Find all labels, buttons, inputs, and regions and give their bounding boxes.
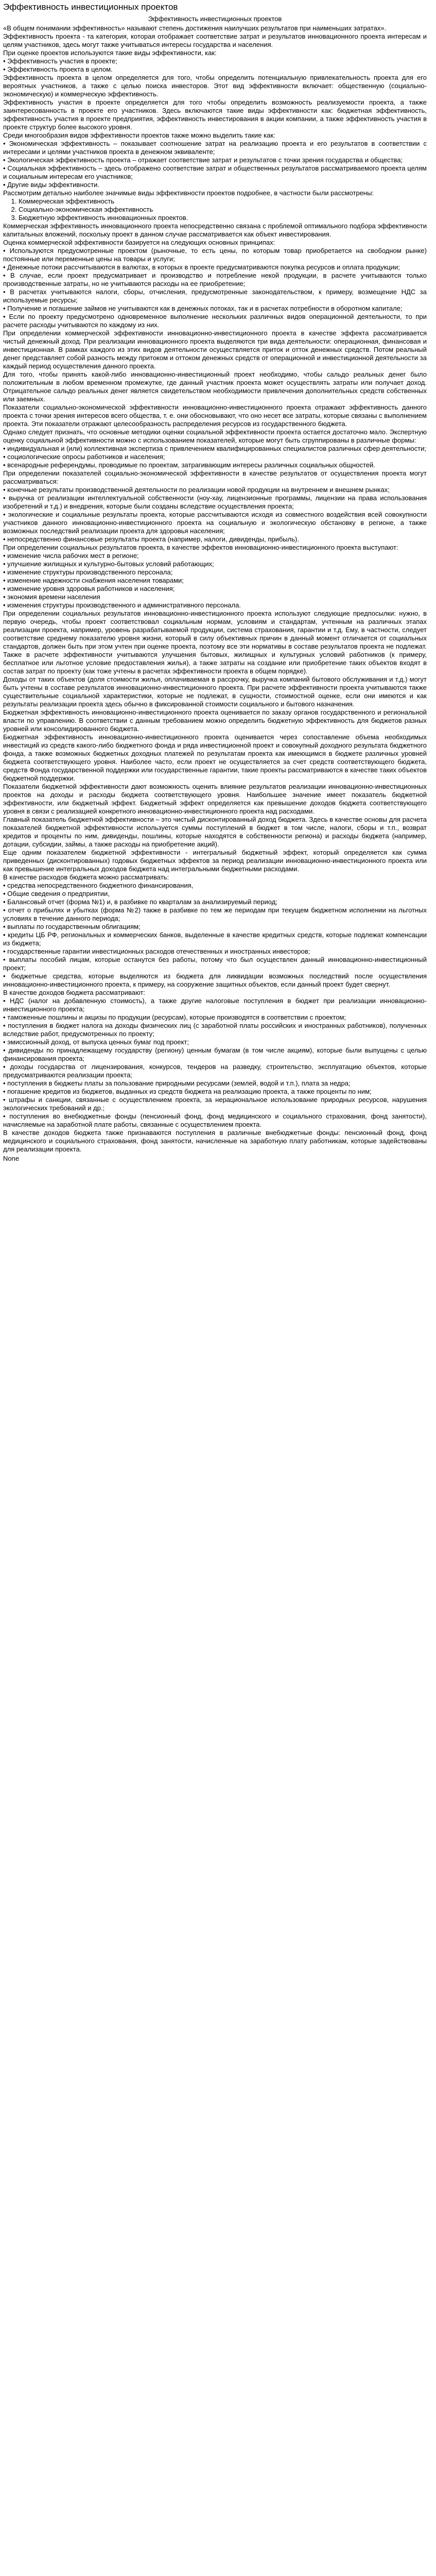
paragraph: • Эффективность проекта в целом. (3, 65, 113, 73)
paragraph: Оценка коммерческой эффективности базируется на следующих основных принципах: (3, 239, 275, 246)
paragraph: • В случае, если проект предусматривает и производство и потребление некой продукции, в расчете учитываются только производственные затраты, но не учитываются расходы на ее приобретение; (3, 272, 427, 287)
paragraph: • поступления в бюджеты платы за пользование природными ресурсами (землей, водой и т.п.), плата за недра; (3, 1079, 351, 1087)
paragraph: При определении социальных результатов инновационно-инвестиционного проекта используют следующие предпосылки: нужно, в первую очередь, чтобы проект соответствовал социальным нормам, условиям и стандартам, учтенным на различных этапах реализации проекта, например, уровень разрабатываемой продукции, система страхования, гарантии и т.д. Ему, в частности, следует соответствие среднему показателю уровня жизни, который в силу объективных причин в данный момент отличается от социальных стандартов, должен быть при этом учтен при оценке проекта, поэтому все эти нормативы в составе результатов проекта не подлежат. Также в расчете эффективности учитываются улучшения бытовых, жилищных и культурных условий работников (к примеру, бесплатное или льготное условие предоставления жилья), а также затраты на создание или приобретение таких объектов входят в состав затрат по проекту (как тоже учтены в расчетах эффективности проекта в общем порядке). (3, 609, 427, 675)
paragraph: • государственные гарантии инвестиционных расходов отечественных и иностранных инвесторов; (3, 947, 310, 955)
paragraph: При определении социальных результатов проекта, в качестве эффектов инновационно-инвестиционного проекта выступают: (3, 544, 398, 551)
paragraph: Бюджетная эффективность инновационно-инвестиционного проекта оценивается через сопоставление объема необходимых инвестиций из средств какого-либо бюджетного фонда и ряда инвестиционной проект и совокупный доходного результата бюджетного фонда, а также возможных бюджетных доходных платежей по результатам проекта как имеющимся в бюджете различных уровней бюджета соответствующего уровня. Наиболее часто, если проект не осуществляется за счет средств соответствующего бюджета, средств Фонда государственной поддержки или государственные гарантии, такие проекты рассматриваются в качестве таких объектов бюджетной поддержки. (3, 733, 427, 782)
paragraph: При оценке проектов используются такие виды эффективности, как: (3, 49, 217, 57)
paragraph: • Получение и погашение займов не учитываются как в денежных потоках, так и в расчетах потребности в оборотном капитале; (3, 304, 403, 312)
paragraph: • выручка от реализации интеллектуальной собственности (ноу-хау, лицензионные программы, лицензии на права использования изобретений и т.д.) и внедрения, которые были созданы вследствие осуществления проекта; (3, 494, 427, 510)
paragraph: Среди многообразия видов эффективности проектов также можно выделить такие как: (3, 131, 275, 139)
paragraph: Главный показатель бюджетной эффективности – это чистый дисконтированный доход бюджета. Здесь в качестве основы для расчета показателей бюджетной эффективности используется суммы поступлений в бюджет в том числе, налоги, сборы и т.п., возврат кредитов и проценты по ним, дивиденды, пошлины, которые находятся в собственности региона) и расходы бюджета (например, дотации, субсидии, займы, а также расходы на приобретение акций). (3, 816, 427, 848)
list-item: 2. Социально-экономическая эффективность (19, 206, 427, 214)
paragraph: Эффективность проекта в целом определяется для того, чтобы определить потенциальную привлекательность проекта для его вероятных участников, а также с целью поиска инвесторов. Этот вид эффективности включает: общественную (социально-экономическую) и коммерческую эффективность. (3, 74, 427, 98)
paragraph: «В общем понимании эффективность» называют степень достижения наилучших результатов при наименьших затратах». (3, 24, 387, 32)
paragraph: • Социальная эффективность – здесь отображено соответствие затрат и общественных результатов рассматриваемого проекта целям и социальным интересам его участников; (3, 164, 427, 180)
paragraph: В качестве расходов бюджета можно рассматривать: (3, 873, 169, 881)
paragraph: При определении коммерческой эффективности инновационно-инвестиционного проекта в качестве эффекта рассматривается чистый денежный доход. При реализации инновационного проекта выделяются три вида деятельности: операционная, финансовая и инвестиционная. В рамках каждого из этих видов деятельности осуществляется приток и отток денежных средств. Потом реальный денег представляет собой разность между притоком и оттоком денежных средств от операционной и инвестиционной деятельности за каждый период осуществления данного проекта. (3, 329, 427, 370)
paragraph: • всенародные референдумы, проводимые по проектам, затрагивающим интересы различных социальных общностей. (3, 461, 375, 469)
tail-text: None (3, 1155, 20, 1162)
paragraph: • изменение уровня здоровья работников и населения; (3, 585, 175, 592)
paragraph: • средства непосредственного бюджетного финансирования, (3, 882, 194, 889)
paragraph: • погашение кредитов из бюджетов, выданных из средств бюджета на реализацию проекта, а также проценты по ним; (3, 1088, 372, 1095)
paragraph: • индивидуальная и (или) коллективная экспертиза с привлечением квалифицированных специалистов различных сфер деятельности; (3, 445, 426, 452)
paragraph: • поступления во внебюджетные фонды (пенсионный фонд, фонд медицинского и социального страхования, фонд занятости), начисляемые на заработной плате работы, связанные с осуществлением проекта. (3, 1112, 427, 1128)
paragraph: • кредиты ЦБ РФ, региональных и коммерческих банков, выделенные в качестве кредитных средств, которые подлежат компенсации из бюджета; (3, 931, 427, 947)
paragraph: Коммерческая эффективность инновационного проекта непосредственно связана с проблемой оптимального подбора эффективности капитальных вложений, поскольку проект в данном случае рассматривается как объект инвестирования. (3, 222, 427, 238)
page-title: Эффективность инвестиционных проектов (3, 2, 178, 12)
paragraph: • выплаты пособий лицам, которые останутся без работы, потому что был осуществлен данный инновационно-инвестиционный проект; (3, 956, 427, 972)
paragraph: Еще одним показателем бюджетной эффективности - интегральный бюджетный эффект, который определяется как сумма приведенных (дисконтированных) годовых бюджетных эффектов за период реализации инновационно-инвестиционного проекта или как превышение интегральных доходов бюджета над интегральными бюджетными расходами. (3, 849, 427, 873)
paragraph: Бюджетная эффективность инновационно-инвестиционного проекта оценивается по заказу органов государственного и региональной власти по управлению. В соответствии с данным требованием можно определить бюджетную эффективность для бюджетов разных уровней или консолидированного бюджета. (3, 708, 427, 733)
paragraph: • В расчетах учитываются налоги, сборы, отчисления, предусмотренные законодательством, к примеру, возмещение НДС за используемые ресурсы; (3, 288, 427, 304)
paragraph: В качестве доходов бюджета также признаваются поступления в различные внебюджетные фонды: пенсионный фонд, фонд медицинского и социального страхования, фонд занятости, начисленные на заработную плату работникам, которые задействованы для реализации проекта. (3, 1129, 427, 1153)
paragraph: Эффективность проекта - та категория, которая отображает соответствие затрат и результатов инновационного проекта интересам и целям участников, здесь могут также учитываться интересы государства и населения. (3, 32, 427, 48)
paragraph: • выплаты по государственным облигациям; (3, 923, 141, 930)
list-item: 1. Коммерческая эффективность (19, 197, 427, 206)
paragraph: В качестве доходов бюджета рассматривают: (3, 989, 146, 996)
paragraph: Показатели социально-экономической эффективности инновационно-инвестиционного проекта отражают эффективность данного проекта с точки зрения интересов всего общества, т. е. они обосновывают, что оно несет все затраты, которые связаны с выполнением проекта. Эти показатели отражают целесообразность распределения ресурсов из государственного бюджета. (3, 403, 427, 428)
paragraph: При определении показателей социально-экономической эффективности в качестве результатов от осуществления проекта могут рассматриваться: (3, 469, 427, 485)
paragraph: • НДС (налог на добавленную стоимость), а также другие налоговые поступления в бюджет при реализации инновационно-инвестиционного проекта; (3, 997, 427, 1013)
paragraph: • изменения структуры производственного и административного персонала. (3, 601, 241, 609)
paragraph: Эффективность участия в проекте определяется для того чтобы определить возможность реализуемости проекта, а также заинтересованность в проекте его участников. Здесь включаются такие виды эффективности как: бюджетная эффективность, эффективность участия в проекте предприятия, эффективность инвестирования в акции компании, а также эффективность участия в проекте структур более высокого уровня. (3, 98, 427, 131)
paragraph: Доходы от таких объектов (доля стоимости жилья, оплачиваемая в рассрочку, выручка компаний бытового обслуживания и т.д.) могут быть учтены в составе результатов инновационно-инвестиционного проекта. При расчете эффективности проекта учитываются также существительные социальной характеристики, которые не подлежат, в сущности, стоимостной оценке, если они имеются и как результаты реализации проекта здесь обычно в фиксированной стоимости социального и бытового назначения. (3, 675, 427, 708)
body-text-part-1 (3, 24, 427, 197)
paragraph: • доходы государства от лицензирования, конкурсов, тендеров на разведку, строительство, эксплуатацию объектов, которые предусматриваются реализации проекта; (3, 1063, 427, 1079)
paragraph: • таможенные пошлины и акцизы по продукции (ресурсам), которые производятся в соответствии с проектом; (3, 1013, 346, 1021)
paragraph: • Другие виды эффективности. (3, 181, 100, 189)
paragraph: • конечные результаты производственной деятельности по реализации новой продукции на внутреннем и внешнем рынках; (3, 486, 390, 494)
paragraph: Показатели бюджетной эффективности дают возможность оценить влияние результатов реализации инновационно-инвестиционных проектов на доходы и расходы бюджета соответствующего уровня. Наибольшее значение имеет показатель бюджетной эффективности, или бюджетный эффект. Бюджетный эффект определяется как превышение доходов бюджета соответствующего уровня в связи с реализацией конкретного инновационно-инвестиционного проекта над расходами. (3, 783, 427, 815)
paragraph: Однако следует признать, что основные методики оценки социальной эффективности проекта остается достаточно мало. Экспертную оценку социальной эффективности можно с использованием показателей, которые могут быть сгруппированы в различные формы: (3, 428, 427, 444)
paragraph: • Используются предусмотренные проектом (рыночные, то есть цены, по которым товар приобретается на свободном рынке) постоянные или переменные цены на товары и услуги; (3, 247, 427, 263)
paragraph: • изменение надежности снабжения населения товарами; (3, 577, 184, 584)
list-item: 3. Бюджетную эффективность инновационных проектов. (19, 214, 427, 222)
paragraph: • улучшение жилищных и культурно-бытовых условий работающих; (3, 560, 214, 568)
paragraph: • бюджетные средства, которые выделяются из бюджета для ликвидации возможных последствий после осуществления инновационно-инвестиционного проекта, к примеру, на сооружение защитных объектов, если данный проект будет свернут. (3, 972, 427, 988)
paragraph: • Если по проекту предусмотрено одновременное выполнение нескольких различных видов операционной деятельности, то при расчете расходы учитываются по каждому из них. (3, 313, 427, 329)
paragraph: • дивиденды по принадлежащему государству (региону) ценным бумагам (в том числе акциям), которые были выпущены с целью финансирования проекта; (3, 1046, 427, 1062)
paragraph: • Общие сведения о предприятии, (3, 890, 110, 897)
paragraph: Рассмотрим детально наиболее значимые виды эффективности проектов подробнее, в частности были рассмотрены: (3, 189, 374, 197)
paragraph: • изменение структуры производственного персонала; (3, 568, 173, 576)
body-text-part-2 (3, 222, 427, 1154)
paragraph: • экономия времени населения (3, 593, 100, 601)
numbered-list (3, 197, 427, 222)
paragraph: • изменение числа рабочих мест в регионе; (3, 552, 139, 560)
paragraph: • экологические и социальные результаты проекта, которые рассчитываются исходя из совместного воздействия всей совокупности участников данного инновационно-инвестиционного проекта на социальную и экологическую обстановку в регионе, а также возможных последствий реализации проекта для здоровья населения; (3, 511, 427, 535)
paragraph: • отчет о прибылях и убытках (форма №2) также в разбивке по тем же периодам при текущем бюджетном исполнении на льготных условиях в течение данного периода; (3, 906, 427, 922)
paragraph: • Эффективность участия в проекте; (3, 57, 117, 65)
paragraph: • эмиссионный доход, от выпуска ценных бумаг под проект; (3, 1038, 189, 1046)
page-subtitle: Эффективность инвестиционных проектов (148, 15, 282, 23)
paragraph: • штрафы и санкции, связанные с осуществлением проекта, за нерациональное использование природных ресурсов, нарушения экологических требований и др.; (3, 1096, 427, 1112)
paragraph: Для того, чтобы принять какой-либо инновационно-инвестиционный проект необходимо, чтобы сальдо реальных денег было положительным в любом временном промежутке, где данный участник проекта может осуществлять затраты или получает доход. Отрицательное сальдо реальных денег является свидетельством необходимости привлечения дополнительных средств собственных или заемных. (3, 370, 427, 403)
paragraph: • Экономическая эффективность – показывает соотношение затрат на реализацию проекта и его результатов в соответствии с интересами и целями участников проекта в денежном эквиваленте; (3, 140, 427, 156)
paragraph: • поступления в бюджет налога на доходы физических лиц (с заработной платы российских и иностранных работников), полученных вследствие работ, предусмотренных по проекту; (3, 1022, 427, 1038)
paragraph: • непосредственно финансовые результаты проекта (например, налоги, дивиденды, прибыль). (3, 535, 299, 543)
paragraph: • Денежные потоки рассчитываются в валютах, в которых в проекте предусматриваются покупка ресурсов и оплата продукции; (3, 263, 400, 271)
paragraph: • Балансовый отчет (форма №1) и, в разбивке по кварталам за анализируемый период; (3, 898, 277, 906)
paragraph: • Экологическая эффективность проекта – отражает соответствие затрат и результатов с точки зрения государства и общества; (3, 156, 403, 164)
paragraph: • социологические опросы работников и населения; (3, 453, 165, 461)
document-page (0, 0, 430, 1167)
